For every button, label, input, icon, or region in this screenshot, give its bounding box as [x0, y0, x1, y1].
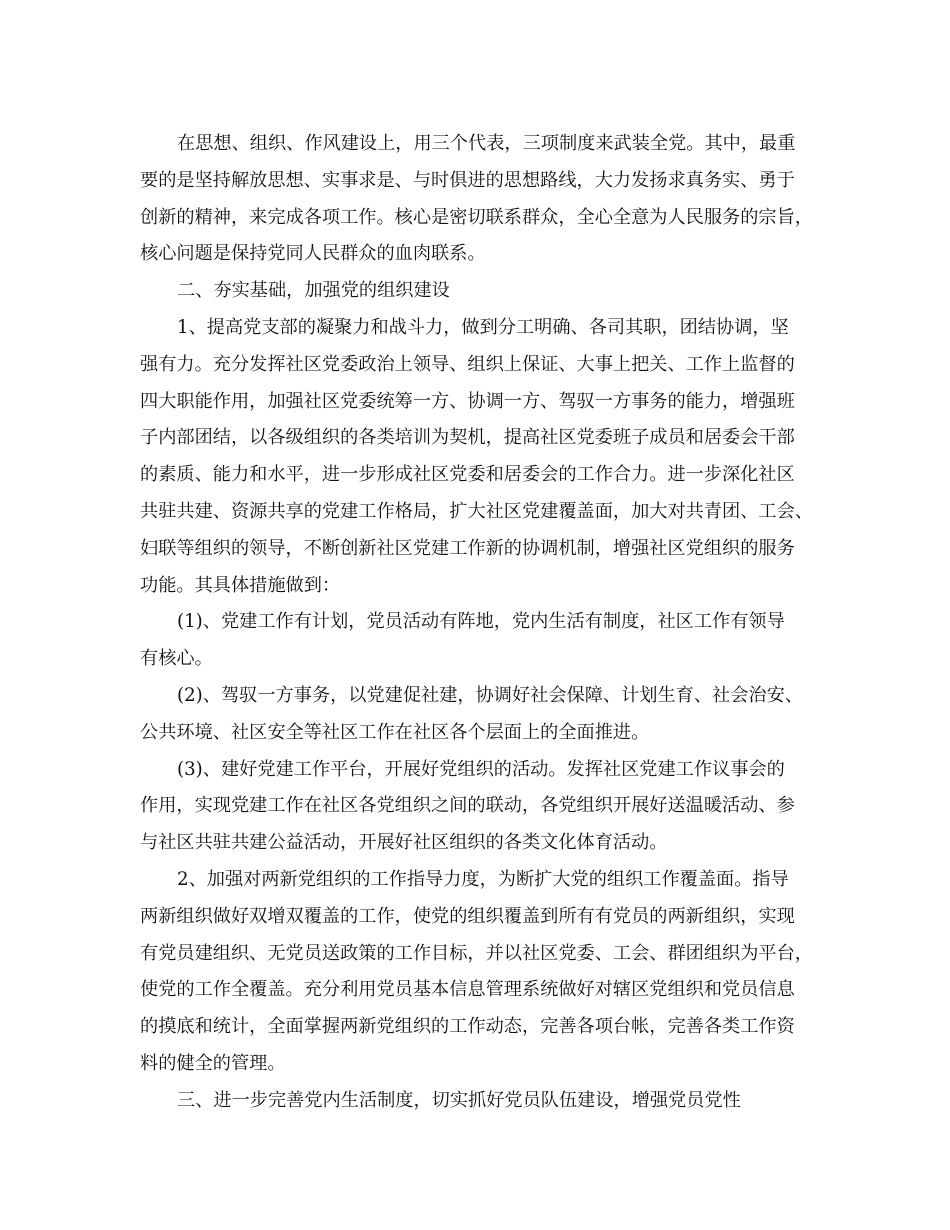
text-line: 1、提高党支部的凝聚力和战斗力，做到分工明确、各司其职，团结协调，坚: [177, 316, 789, 338]
section-heading: 二、夯实基础，加强党的组织建设: [177, 280, 450, 302]
text-line: 功能。其具体措施做到：: [140, 574, 341, 596]
text-line: 两新组织做好双增双覆盖的工作，使党的组织覆盖到所有有党员的两新组织，实现: [140, 905, 795, 927]
text-line: 共驻共建、资源共享的党建工作格局，扩大社区党建覆盖面，加大对共青团、工会、: [140, 500, 813, 522]
text-line: 有党员建组织、无党员送政策的工作目标，并以社区党委、工会、群团组织为平台，: [140, 942, 813, 964]
text-line: 使党的工作全覆盖。充分利用党员基本信息管理系统做好对辖区党组织和党员信息: [140, 979, 795, 1001]
text-line: 与社区共驻共建公益活动，开展好社区组织的各类文化体育活动。: [140, 832, 668, 854]
text-line: 的摸底和统计，全面掌握两新党组织的工作动态，完善各项台帐，完善各类工作资: [140, 1016, 795, 1038]
text-line: (2)、驾驭一方事务，以党建促社建，协调好社会保障、计划生育、社会治安、: [177, 684, 803, 706]
text-line: 核心问题是保持党同人民群众的血肉联系。: [140, 243, 486, 265]
text-line: 妇联等组织的领导，不断创新社区党建工作新的协调机制，增强社区党组织的服务: [140, 537, 795, 559]
text-line: 在思想、组织、作风建设上，用三个代表，三项制度来武装全党。其中，最重: [177, 133, 796, 154]
text-line: 创新的精神，来完成各项工作。核心是密切联系群众，全心全意为人民服务的宗旨，: [140, 206, 813, 228]
section-heading: 三、进一步完善党内生活制度，切实抓好党员队伍建设，增强党员党性: [177, 1089, 741, 1111]
text-line: 作用，实现党建工作在社区各党组织之间的联动，各党组织开展好送温暖活动、参: [140, 795, 795, 817]
text-line: (1)、党建工作有计划，党员活动有阵地，党内生活有制度，社区工作有领导: [177, 611, 785, 633]
text-line: (3)、建好党建工作平台，开展好党组织的活动。发挥社区党建工作议事会的: [177, 758, 785, 780]
text-line: 料的健全的管理。: [140, 1052, 286, 1074]
text-line: 有核心。: [140, 648, 213, 670]
text-line: 要的是坚持解放思想、实事求是、与时俱进的思想路线，大力发扬求真务实、勇于: [140, 169, 795, 191]
document-body: [140, 126, 840, 1120]
text-line: 强有力。充分发挥社区党委政治上领导、组织上保证、大事上把关、工作上监督的: [140, 353, 795, 375]
text-line: 2、加强对两新党组织的工作指导力度，为断扩大党的组织工作覆盖面。指导: [177, 868, 789, 890]
text-line: 的素质、能力和水平，进一步形成社区党委和居委会的工作合力。进一步深化社区: [140, 464, 795, 486]
text-line: 公共环境、社区安全等社区工作在社区各个层面上的全面推进。: [140, 721, 650, 743]
text-line: 四大职能作用，加强社区党委统筹一方、协调一方、驾驭一方事务的能力，增强班: [140, 390, 795, 412]
text-line: 子内部团结，以各级组织的各类培训为契机，提高社区党委班子成员和居委会干部: [140, 427, 795, 449]
